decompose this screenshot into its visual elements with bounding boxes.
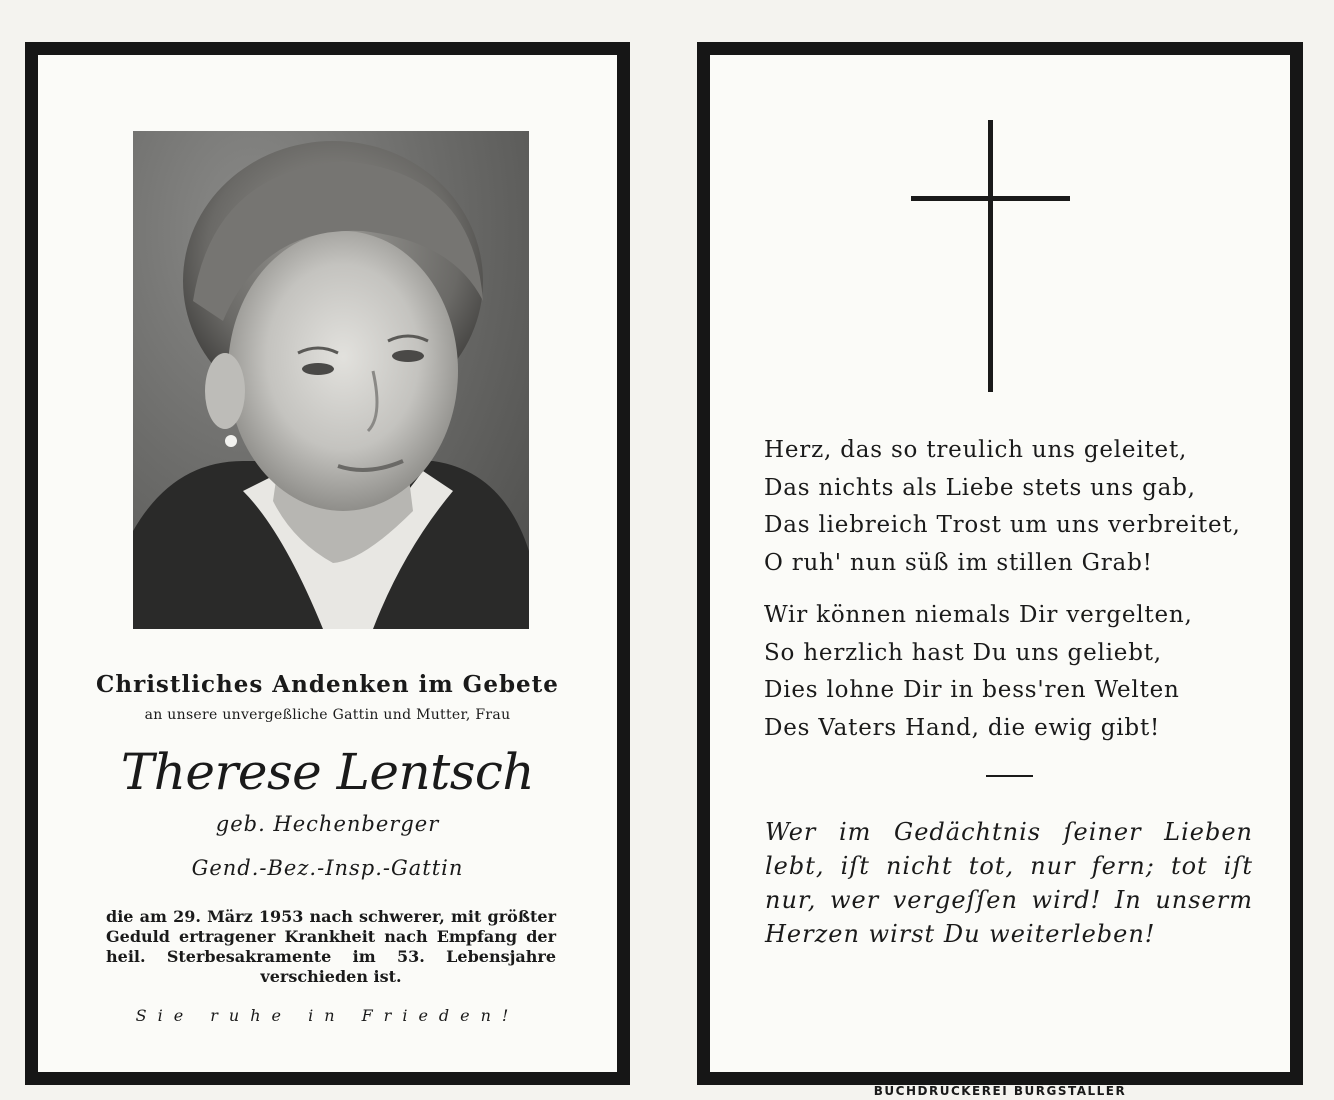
cross-icon bbox=[988, 120, 993, 392]
poem-line: Das liebreich Trost um uns verbreitet, bbox=[764, 512, 1241, 538]
portrait-photo bbox=[133, 131, 529, 629]
memorial-quote: Wer im Gedächtnis ſeiner Lieben lebt, iſt nicht tot, nur fern; tot iſt nur, wer vergeſſen wird! In unserm Herzen wirst Du weiterleben! bbox=[765, 818, 1253, 948]
rest-in-peace-text: Sie ruhe in Frieden! bbox=[135, 1006, 520, 1025]
deceased-name: Therese Lentsch bbox=[120, 743, 535, 801]
poem-line: Das nichts als Liebe stets uns gab, bbox=[764, 474, 1196, 501]
divider bbox=[986, 775, 1033, 777]
printer-imprint: BUCHDRUCKEREI BURGSTALLER bbox=[873, 1084, 1127, 1098]
deceased-title: Gend.-Bez.-Insp.-Gattin bbox=[191, 856, 464, 880]
card-subheading: an unsere unvergeßliche Gattin und Mutter, Frau bbox=[144, 707, 511, 723]
right-memorial-card bbox=[697, 42, 1303, 1085]
card-heading: Christliches Andenken im Gebete bbox=[96, 671, 559, 698]
poem-line: Herz, das so treulich uns geleitet, bbox=[764, 437, 1188, 463]
left-memorial-card bbox=[25, 42, 630, 1085]
poem-line: Des Vaters Hand, die ewig gibt! bbox=[764, 714, 1161, 741]
cross-icon-bar bbox=[911, 196, 1070, 201]
poem-line: Dies lohne Dir in bess'ren Welten bbox=[764, 677, 1180, 703]
poem-line: Wir können niemals Dir vergelten, bbox=[764, 602, 1193, 628]
poem-stanza-1 bbox=[764, 432, 1254, 582]
poem-line: O ruh' nun süß im stillen Grab! bbox=[764, 549, 1153, 576]
death-notice-text: die am 29. März 1953 nach schwerer, mit größter Geduld ertragener Krankheit nach Empfang der heil. Sterbesakramente im 53. Lebensjahre verschieden ist. bbox=[106, 907, 556, 986]
poem-line: So herzlich hast Du uns geliebt, bbox=[764, 639, 1162, 666]
poem-stanza-2 bbox=[764, 597, 1254, 747]
left-card-paper bbox=[38, 55, 617, 1072]
right-card-paper bbox=[710, 55, 1290, 1072]
maiden-name: geb. Hechenberger bbox=[215, 812, 440, 836]
